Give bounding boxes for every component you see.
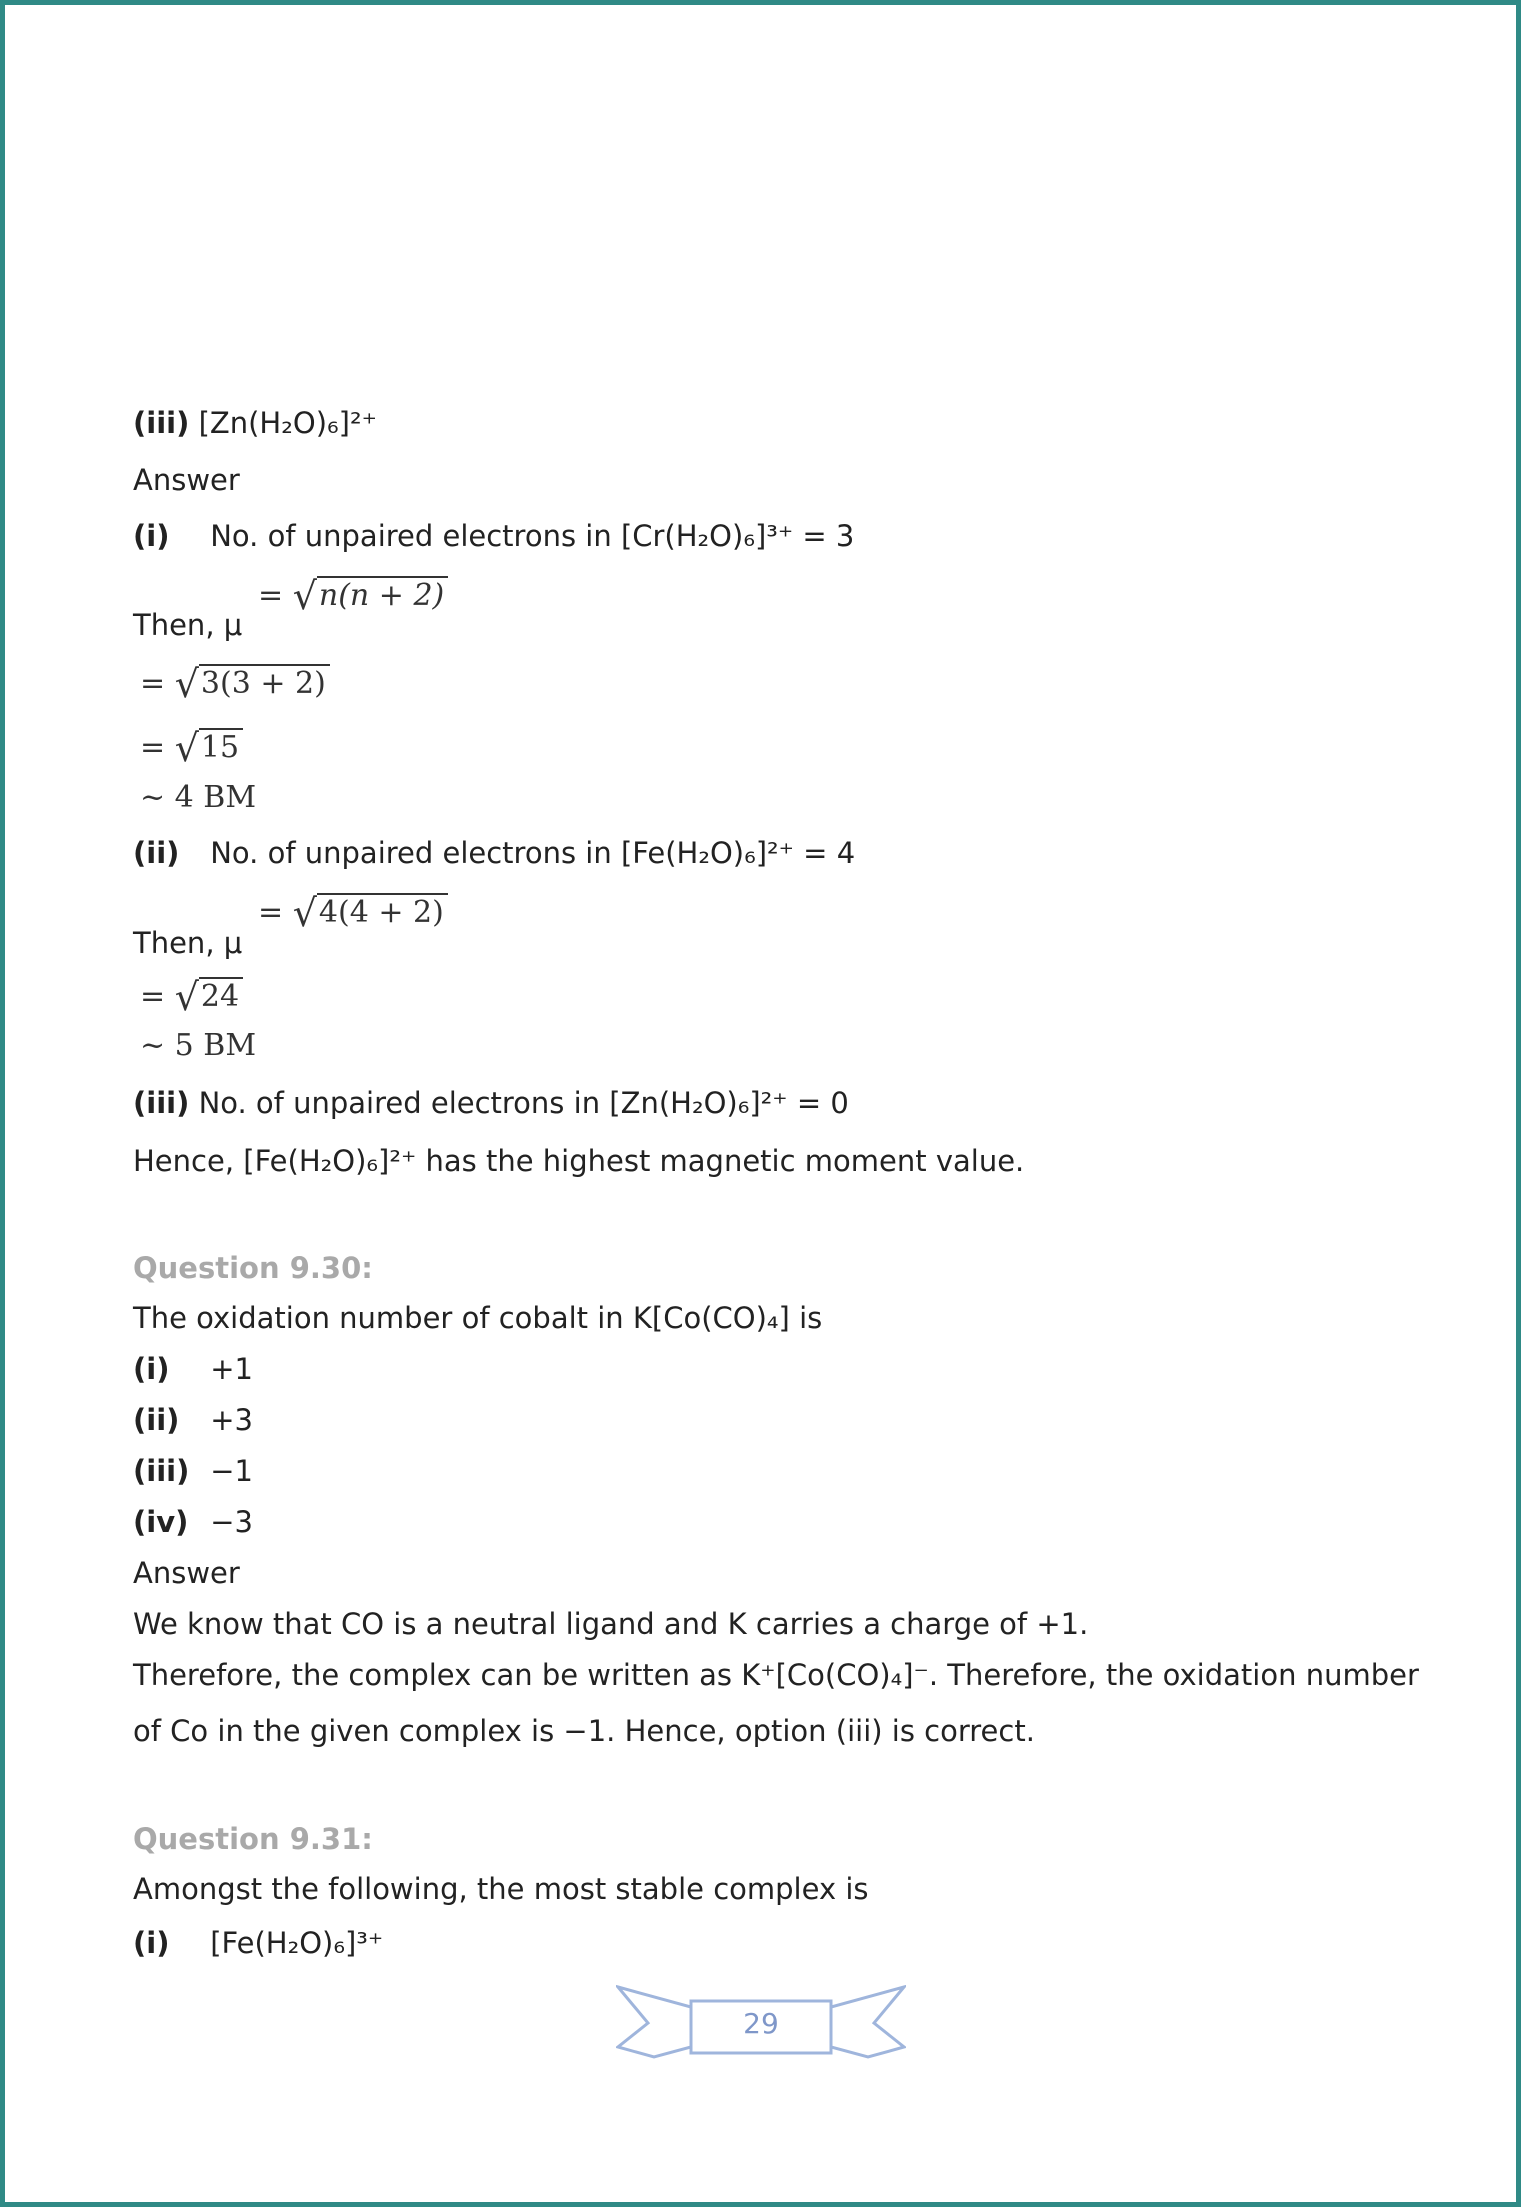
option-ii (133, 1402, 253, 1438)
part-text: No. of unpaired electrons in [Fe(H₂O)₆]²⁺ = 4 (210, 836, 856, 870)
answer-part-ii (133, 835, 855, 871)
option-label: (iii) (133, 406, 190, 440)
conclusion: Hence, [Fe(H₂O)₆]²⁺ has the highest magnetic moment value. (133, 1144, 1025, 1178)
option-i (133, 1351, 253, 1387)
option-text: [Zn(H₂O)₆]²⁺ (198, 406, 377, 440)
result-ii: ~ 5 BM (140, 1028, 257, 1063)
radicand: n(n + 2) (317, 576, 448, 613)
answer-line: Therefore, the complex can be written as K⁺[Co(CO)₄]⁻. Therefore, the oxidation number (133, 1658, 1419, 1692)
step-2-i: = √15 (140, 726, 243, 770)
page-footer (616, 1985, 906, 2065)
result-i: ~ 4 BM (140, 780, 257, 815)
question-option-iii (133, 405, 377, 441)
option-label: (i) (133, 1926, 170, 1960)
option-iii (133, 1453, 253, 1489)
answer-part-i (133, 518, 854, 554)
option-text: +1 (210, 1352, 253, 1386)
option-iv (133, 1504, 253, 1540)
question-9-31-text: Amongst the following, the most stable complex is (133, 1872, 869, 1906)
then-mu-1: Then, μ (133, 608, 243, 642)
answer-line: of Co in the given complex is −1. Hence, option (iii) is correct. (133, 1714, 1035, 1748)
part-label: (ii) (133, 836, 180, 870)
formula-mu-i: = √n(n + 2) (258, 574, 448, 618)
part-label: (i) (133, 519, 170, 553)
answer-part-iii (133, 1085, 849, 1121)
radicand: 4(4 + 2) (317, 893, 448, 930)
question-9-30-heading: Question 9.30: (133, 1251, 373, 1285)
option-label: (ii) (133, 1403, 180, 1437)
question-9-30-text: The oxidation number of cobalt in K[Co(CO)₄] is (133, 1301, 823, 1335)
option-text: −1 (210, 1454, 253, 1488)
page-number: 29 (743, 2007, 779, 2040)
option-text: +3 (210, 1403, 253, 1437)
answer-label: Answer (133, 463, 240, 497)
radicand: 24 (199, 977, 243, 1014)
radicand: 15 (199, 728, 243, 765)
step-1-ii: = √24 (140, 975, 243, 1019)
option-label: (iv) (133, 1505, 189, 1539)
question-9-31-heading: Question 9.31: (133, 1822, 373, 1856)
answer-label: Answer (133, 1556, 240, 1590)
option-text: [Fe(H₂O)₆]³⁺ (210, 1926, 384, 1960)
option-label: (iii) (133, 1454, 190, 1488)
option-i (133, 1925, 383, 1961)
then-mu-2: Then, μ (133, 926, 243, 960)
formula-mu-ii: = √4(4 + 2) (258, 891, 448, 935)
option-label: (i) (133, 1352, 170, 1386)
step-1-i: = √3(3 + 2) (140, 662, 330, 706)
part-text: No. of unpaired electrons in [Zn(H₂O)₆]²⁺ = 0 (198, 1086, 849, 1120)
part-text: No. of unpaired electrons in [Cr(H₂O)₆]³⁺ = 3 (210, 519, 855, 553)
answer-line: We know that CO is a neutral ligand and K carries a charge of +1. (133, 1607, 1089, 1641)
option-text: −3 (210, 1505, 253, 1539)
radicand: 3(3 + 2) (199, 664, 330, 701)
part-label: (iii) (133, 1086, 190, 1120)
